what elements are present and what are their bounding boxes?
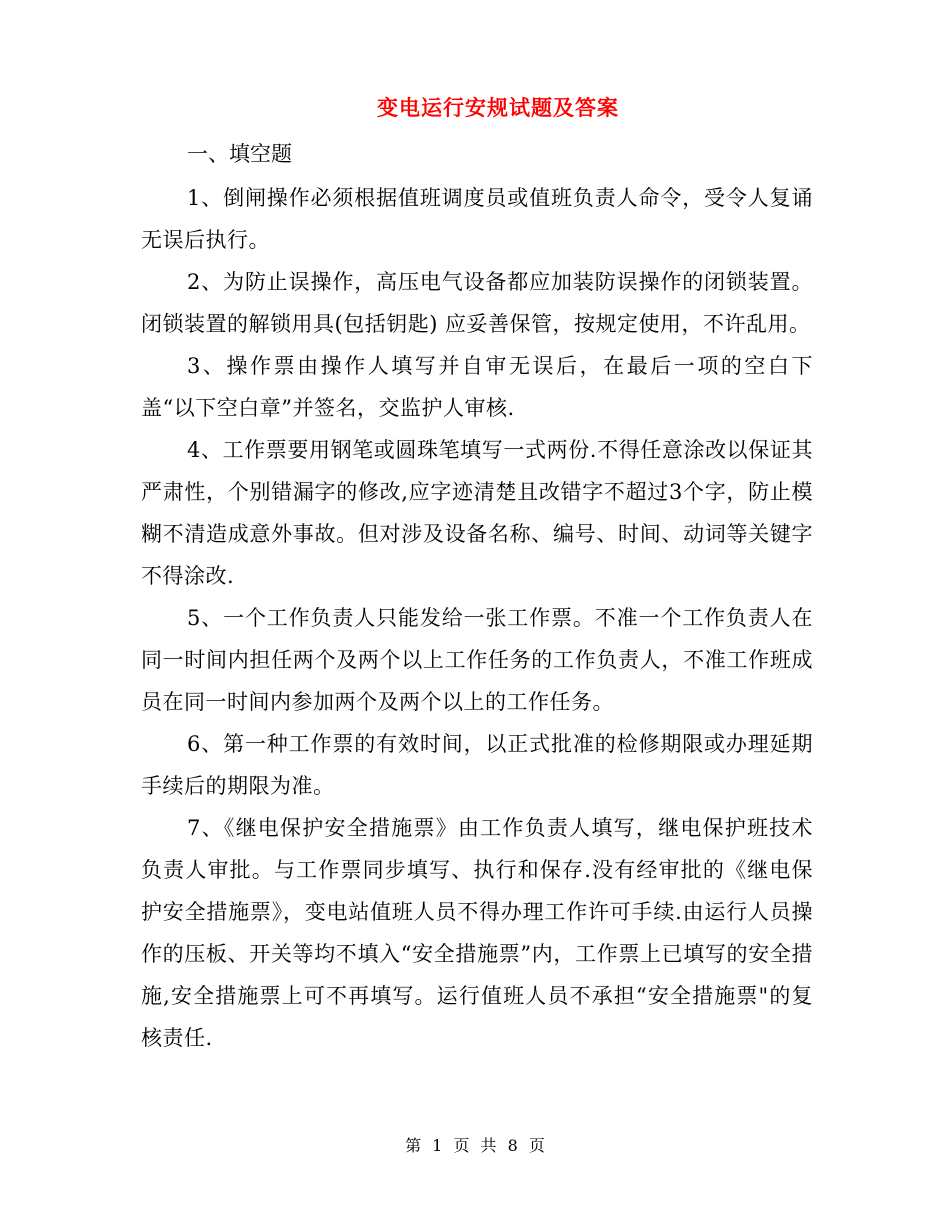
paragraph-7: 7、《继电保护安全措施票》由工作负责人填写，继电保护班技术负责人审批。与工作票同步填写、执行和保存.没有经审批的《继电保护安全措施票》，变电站值班人员不得办理工作许可手续.由运行人员操作的压板、开关等均不填入“安全措施票”内，工作票上已填写的安全措施,安全措施票上可不再填写。运行值班人员不承担“安全措施票"的复核责任. — [141, 816, 813, 1050]
paragraph-4: 4、工作票要用钢笔或圆珠笔填写一式两份.不得任意涂改以保证其严肃性，个别错漏字的修改,应字迹清楚且改错字不超过3个字，防止模糊不清造成意外事故。但对涉及设备名称、编号、时间、动词等关键字不得涂改. — [141, 438, 813, 588]
paragraph-1: 1、倒闸操作必须根据值班调度员或值班负责人命令，受令人复诵无误后执行。 — [141, 186, 813, 252]
document-title: 变电运行安规试题及答案 — [377, 95, 619, 120]
paragraph-2: 2、为防止误操作，高压电气设备都应加装防误操作的闭锁装置。闭锁装置的解锁用具(包括钥匙) 应妥善保管，按规定使用，不许乱用。 — [141, 270, 813, 336]
paragraph-3: 3、操作票由操作人填写并自审无误后，在最后一项的空白下盖“以下空白章”并签名，交监护人审核. — [141, 354, 813, 420]
section-heading: 一、填空题 — [187, 142, 292, 166]
document-body — [141, 177, 813, 1059]
paragraph-6: 6、第一种工作票的有效时间，以正式批准的检修期限或办理延期手续后的期限为准。 — [141, 732, 813, 798]
paragraph-5: 5、一个工作负责人只能发给一张工作票。不准一个工作负责人在同一时间内担任两个及两个以上工作任务的工作负责人，不准工作班成员在同一时间内参加两个及两个以上的工作任务。 — [141, 606, 813, 714]
page-number-footer: 第 1 页 共 8 页 — [405, 1136, 545, 1155]
